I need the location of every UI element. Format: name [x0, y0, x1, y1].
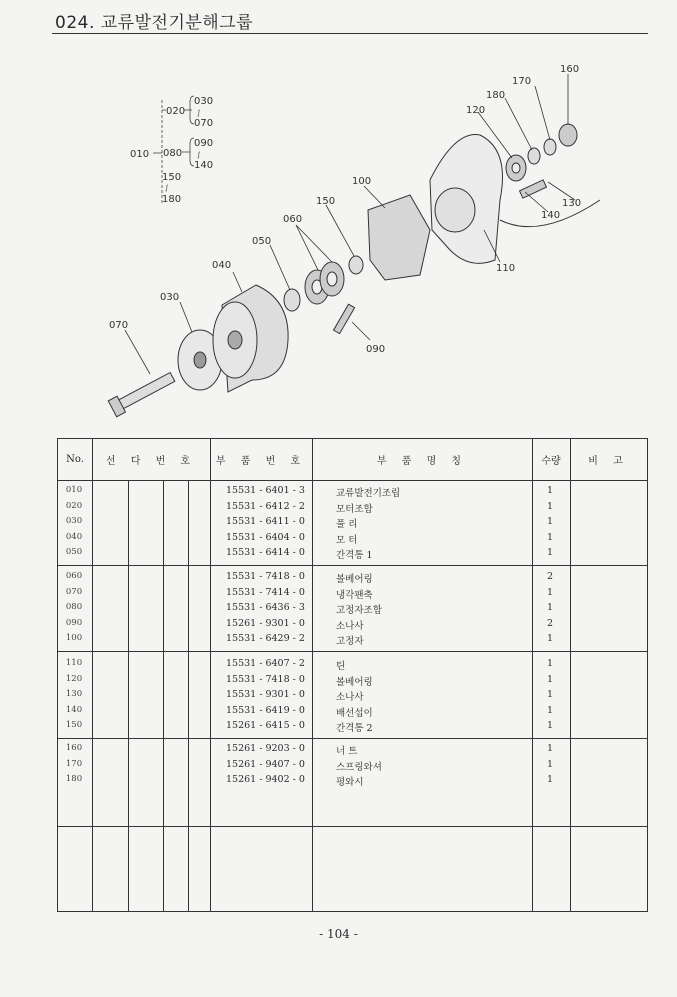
- cell-qty: 1: [546, 547, 554, 558]
- cell-no: 100: [65, 633, 83, 643]
- cell-no: 130: [65, 689, 83, 699]
- table-row: [58, 500, 647, 516]
- cell-part-number: 15531 - 7418 - 0: [226, 673, 305, 685]
- table-row: [58, 515, 647, 531]
- page-title: 024. 교류발전기분해그룹: [55, 13, 254, 33]
- group-divider: [58, 826, 647, 827]
- cell-no: 080: [65, 602, 83, 612]
- cell-part-number: 15531 - 6429 - 2: [226, 633, 305, 644]
- label-080: 080: [163, 148, 183, 159]
- washer-180: [528, 148, 540, 164]
- parts-drawing: [108, 124, 600, 417]
- cell-no: 140: [65, 704, 83, 715]
- cell-part-number: 15531 - 7418 - 0: [226, 571, 305, 582]
- label-070-range: 070: [194, 118, 214, 129]
- cell-qty: 1: [546, 720, 554, 731]
- callout-090: 090: [366, 344, 386, 355]
- group-divider: [58, 738, 647, 739]
- label-020: 020: [166, 106, 186, 117]
- callout-060: 060: [283, 214, 303, 225]
- table-row: [58, 657, 647, 673]
- table-row: [58, 570, 647, 586]
- header-remark: 비 고: [588, 456, 629, 467]
- label-030-range: 030: [194, 96, 214, 107]
- cell-part-name: 소나사: [336, 620, 364, 632]
- cell-part-number: 15261 - 9301 - 0: [226, 617, 305, 629]
- cell-no: 060: [65, 571, 83, 581]
- cell-part-number: 15531 - 7414 - 0: [226, 586, 305, 598]
- table-row: [58, 531, 647, 547]
- cell-part-name: 볼베어링: [336, 574, 373, 585]
- header-part-number: 부 품 번 호: [215, 456, 307, 467]
- cell-part-name: 풀 리: [336, 519, 358, 530]
- cell-qty: 1: [546, 531, 554, 543]
- cell-qty: 2: [546, 571, 554, 582]
- nut-160: [559, 124, 577, 146]
- spacer-150: [349, 256, 363, 274]
- cell-no: 010: [65, 485, 83, 495]
- cell-qty: 1: [546, 586, 554, 598]
- label-180-range: 180: [162, 194, 182, 205]
- callout-160: 160: [560, 64, 580, 75]
- callout-030: 030: [160, 292, 180, 303]
- cell-part-number: 15261 - 9402 - 0: [226, 774, 305, 785]
- table-row: [58, 742, 647, 758]
- table-row: [58, 758, 647, 774]
- cell-no: 170: [65, 758, 83, 769]
- group-divider: [58, 565, 647, 566]
- table-row: [58, 719, 647, 735]
- cell-qty: 1: [546, 485, 554, 496]
- spacer-050: [284, 289, 300, 311]
- cell-no: 070: [65, 586, 83, 597]
- cell-no: 160: [65, 743, 83, 753]
- cell-qty: 1: [546, 758, 554, 770]
- label-tilde-3: ∫: [165, 184, 169, 192]
- cell-part-number: 15531 - 6407 - 2: [226, 658, 305, 669]
- cell-no: 110: [65, 658, 83, 668]
- cell-part-name: 간격통 2: [336, 723, 373, 734]
- parts-table: [57, 438, 648, 912]
- cell-part-name: 틴: [336, 661, 346, 672]
- header-no: No.: [66, 454, 84, 465]
- cell-part-number: 15261 - 9407 - 0: [226, 758, 305, 770]
- table-row: [58, 773, 647, 789]
- cell-part-name: 볼베어링: [336, 676, 373, 688]
- cell-part-name: 고정자: [336, 636, 364, 647]
- cell-part-name: 고정자조합: [336, 605, 382, 616]
- callout-040: 040: [212, 260, 232, 271]
- callout-170: 170: [512, 76, 532, 87]
- cell-part-number: 15261 - 6415 - 0: [226, 720, 305, 731]
- table-row: [58, 704, 647, 720]
- cell-part-name: 너 트: [336, 746, 358, 757]
- table-row: [58, 617, 647, 633]
- callout-180: 180: [486, 90, 506, 101]
- callout-110: 110: [496, 263, 516, 274]
- cell-part-name: 배선섭이: [336, 707, 373, 719]
- table-row: [58, 484, 647, 500]
- cell-part-number: 15261 - 9203 - 0: [226, 743, 305, 754]
- table-row: [58, 586, 647, 602]
- header-divider: [58, 480, 647, 481]
- cell-no: 050: [65, 547, 83, 557]
- label-tilde-1: ∫: [197, 109, 201, 117]
- cell-qty: 1: [546, 633, 554, 644]
- label-090-range: 090: [194, 138, 214, 149]
- cell-part-name: 교류발전기조립: [336, 488, 401, 499]
- cell-part-number: 15531 - 6414 - 0: [226, 547, 305, 558]
- label-140-range: 140: [194, 160, 214, 171]
- title-rule: [52, 33, 648, 34]
- cell-part-name: 간격통 1: [336, 550, 373, 561]
- table-row: [58, 688, 647, 704]
- cell-no: 180: [65, 774, 83, 784]
- callout-100: 100: [352, 176, 372, 187]
- cell-part-number: 15531 - 6419 - 0: [226, 704, 305, 716]
- cell-qty: 1: [546, 500, 554, 512]
- cell-no: 150: [65, 720, 83, 730]
- header-part-name: 부 품 명 칭: [376, 456, 468, 467]
- cell-qty: 2: [546, 617, 554, 629]
- table-row: [58, 632, 647, 648]
- cell-part-number: 15531 - 6412 - 2: [226, 500, 305, 512]
- cell-qty: 1: [546, 704, 554, 716]
- cell-part-name: 소나사: [336, 692, 364, 703]
- header-qty: 수량: [541, 456, 561, 467]
- label-tilde-2: ∫: [197, 151, 201, 159]
- callout-140: 140: [541, 210, 561, 221]
- page-number: - 104 -: [319, 927, 358, 941]
- cell-no: 090: [65, 617, 83, 628]
- table-row: [58, 673, 647, 689]
- cell-qty: 1: [546, 658, 554, 669]
- cell-qty: 1: [546, 774, 554, 785]
- group-divider: [58, 651, 647, 652]
- exploded-parts-diagram: [0, 40, 677, 435]
- cell-qty: 1: [546, 602, 554, 613]
- callout-120: 120: [466, 105, 486, 116]
- cell-part-name: 모 터: [336, 534, 358, 546]
- cell-part-name: 평와시: [336, 777, 364, 788]
- cell-part-number: 15531 - 9301 - 0: [226, 689, 305, 700]
- cell-no: 040: [65, 531, 83, 542]
- callout-130: 130: [562, 198, 582, 209]
- cell-no: 030: [65, 516, 83, 526]
- callout-070: 070: [109, 320, 129, 331]
- cell-part-name: 냉각팬축: [336, 589, 373, 601]
- cell-part-name: 스프링와셔: [336, 761, 382, 773]
- cell-part-name: 모터조합: [336, 503, 373, 515]
- washer-170: [544, 139, 556, 155]
- callout-150: 150: [316, 196, 336, 207]
- label-010: 010: [130, 149, 150, 160]
- bolt-070: [108, 369, 176, 417]
- header-ref-number: 선 다 번 호: [105, 456, 197, 467]
- cell-part-number: 15531 - 6401 - 3: [226, 485, 305, 496]
- stator-100: [368, 195, 430, 280]
- cell-no: 020: [65, 500, 83, 511]
- cell-part-number: 15531 - 6411 - 0: [226, 516, 305, 527]
- cell-qty: 1: [546, 743, 554, 754]
- table-row: [58, 546, 647, 562]
- table-row: [58, 601, 647, 617]
- cell-no: 120: [65, 673, 83, 684]
- cell-part-number: 15531 - 6436 - 3: [226, 602, 305, 613]
- cell-qty: 1: [546, 516, 554, 527]
- screw-090: [334, 304, 355, 333]
- callout-050: 050: [252, 236, 272, 247]
- cell-qty: 1: [546, 673, 554, 685]
- cell-part-number: 15531 - 6404 - 0: [226, 531, 305, 543]
- label-150-range: 150: [162, 172, 182, 183]
- cell-qty: 1: [546, 689, 554, 700]
